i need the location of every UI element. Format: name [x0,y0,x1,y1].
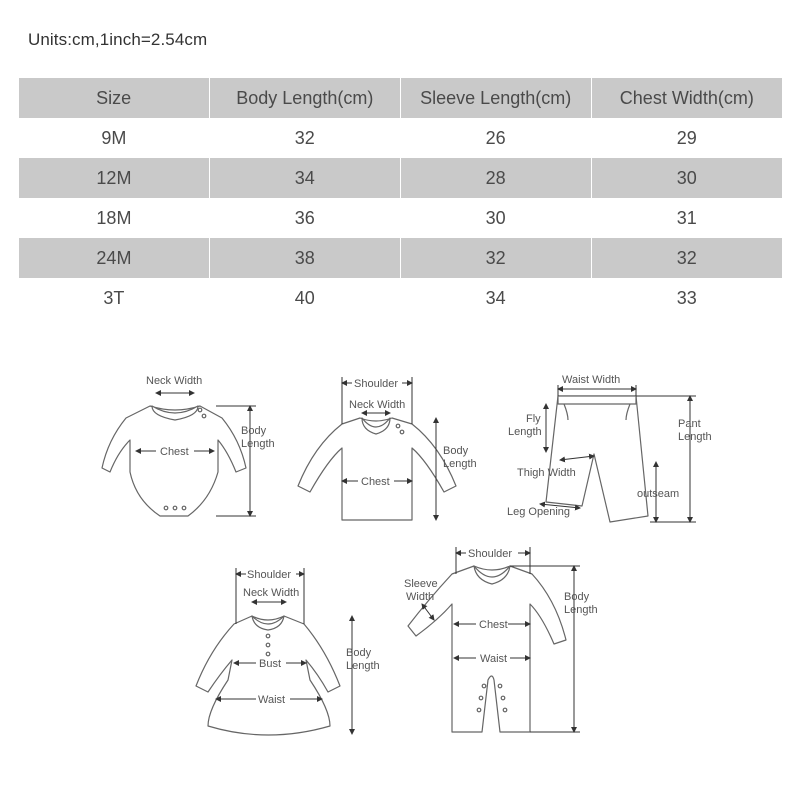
label-sleeve-width-2: Width [406,591,435,603]
table-cell: 30 [591,158,782,198]
bodysuit-outline [102,406,246,516]
label-neck-width: Neck Width [349,399,406,411]
label-neck-width: Neck Width [243,587,300,599]
label-body-length-1: Body [346,647,372,659]
label-neck-width: Neck Width [146,375,203,387]
pants-outline [546,396,648,522]
label-chest: Chest [361,476,390,488]
table-cell: 31 [591,198,782,238]
label-body-length-1: Body [443,445,469,457]
label-chest: Chest [160,446,189,458]
label-pant-length-1: Pant [678,418,701,430]
table-cell: 32 [209,118,400,158]
table-row [19,238,783,278]
label-body-length-1: Body [564,591,590,603]
label-body-length-2: Length [443,458,477,470]
label-sleeve-width-1: Sleeve [404,578,438,590]
label-body-length-2: Length [241,438,275,450]
pants-waistband [558,396,636,404]
size-chart-table [18,78,782,318]
column-header: Sleeve Length(cm) [400,78,591,118]
column-header: Size [96,87,132,108]
dress-diagram [196,568,380,735]
label-body-length-2: Length [346,660,380,672]
table-cell: 3T [19,278,210,318]
table-cell: 9M [19,118,210,158]
label-shoulder: Shoulder [354,378,399,390]
table-cell: 26 [400,118,591,158]
table-cell: 40 [209,278,400,318]
label-waist-width: Waist Width [562,374,621,386]
table-row [19,198,783,238]
table-header-row [19,78,783,118]
units-note: Units:cm,1inch=2.54cm [28,30,208,49]
table-cell: 24M [19,238,210,278]
label-outseam: outseam [637,488,680,500]
label-leg-opening: Leg Opening [507,506,570,518]
pants-diagram [507,374,712,522]
table-cell: 32 [400,238,591,278]
label-body-length-1: Body [241,425,267,437]
romper-diagram [404,547,598,732]
label-bust: Bust [259,658,282,670]
table-cell: 38 [209,238,400,278]
label-pant-length-2: Length [678,431,712,443]
table-cell: 28 [400,158,591,198]
table-cell: 33 [591,278,782,318]
label-waist: Waist [258,694,286,706]
label-shoulder: Shoulder [247,569,292,581]
table-cell: 34 [400,278,591,318]
table-cell: 18M [19,198,210,238]
label-fly-length-2: Length [508,426,542,438]
table-cell: 36 [209,198,400,238]
table-row [19,158,783,198]
label-thigh-width: Thigh Width [517,467,576,479]
table-cell: 32 [591,238,782,278]
column-header: Body Length(cm) [209,78,400,118]
table-row [19,278,783,318]
bodysuit-diagram [102,375,275,516]
label-shoulder: Shoulder [468,548,513,560]
table-cell: 30 [400,198,591,238]
table-cell: 12M [19,158,210,198]
label-body-length-2: Length [564,604,598,616]
table-cell: 34 [209,158,400,198]
shirt-diagram [298,377,477,520]
label-fly-length-1: Fly [526,413,541,425]
measurement-diagrams [0,360,800,800]
table-row [19,118,783,158]
label-chest: Chest [479,619,508,631]
column-header: Chest Width(cm) [591,78,782,118]
label-waist: Waist [480,653,508,665]
table-cell: 29 [591,118,782,158]
